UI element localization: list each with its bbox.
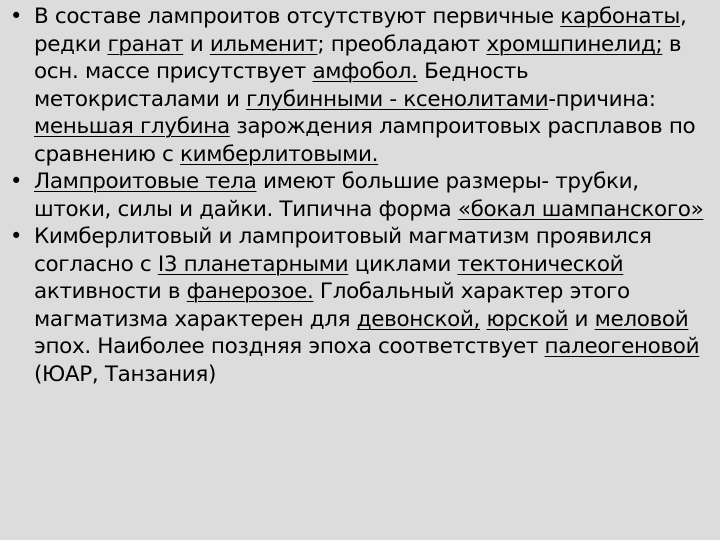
text-segment: Глобальный характер этого магматизма характерен для [34, 279, 630, 332]
text-segment: активности в [34, 279, 187, 304]
underlined-term: хромшпинелид; [486, 31, 663, 57]
bullet-list [10, 3, 712, 388]
text-segment: и [183, 31, 210, 57]
underlined-term: «бокал шампанского» [457, 196, 704, 222]
text-segment: -причина: [548, 86, 656, 112]
text-segment: ; преобладают [317, 31, 487, 57]
text-segment: Бедность метокристалами и [34, 59, 529, 112]
text-segment: , редки [34, 4, 687, 57]
underlined-term: амфобол. [312, 59, 418, 84]
bullet-item-2 [10, 168, 712, 223]
bullet-item-1 [10, 3, 712, 168]
underlined-term: палеогеновой [544, 334, 700, 359]
text-segment: В составе лампроитов отсутствуют первичные [34, 4, 561, 29]
underlined-term: кимберлитовыми. [180, 141, 379, 167]
underlined-term: меньшая глубина [34, 114, 230, 139]
bullet-dot-icon: • [10, 169, 23, 193]
underlined-term: девонской, [356, 306, 480, 332]
text-segment: и [568, 306, 595, 332]
underlined-term: меловой [594, 306, 689, 332]
text-segment: имеют большие размеры- трубки, штоки, силы и дайки. Типична форма [34, 169, 639, 222]
text-segment: (ЮАР, Танзания) [34, 361, 217, 387]
bullet-dot-icon: • [10, 4, 23, 28]
bullet-item-3 [10, 223, 712, 388]
underlined-term: глубинными - ксенолитами [246, 86, 549, 112]
text-segment: эпох. Наиболее поздняя эпоха соответствует [34, 334, 545, 359]
text-segment: циклами [348, 251, 458, 277]
underlined-term: ильменит [209, 31, 318, 57]
underlined-term: тектонической [457, 251, 624, 277]
text-segment: зарождения лампроитовых расплавов по сравнению с [34, 114, 696, 167]
underlined-term: гранат [107, 31, 184, 57]
text-segment: Кимберлитовый и лампроитовый магматизм проявился согласно с [34, 224, 652, 277]
underlined-term: Лампроитовые тела [34, 169, 257, 194]
underlined-term: фанерозое. [186, 279, 314, 304]
underlined-term: карбонаты [560, 4, 681, 29]
underlined-term: I3 планетарными [157, 251, 349, 277]
bullet-dot-icon: • [10, 224, 23, 248]
underlined-term: юрской [486, 306, 569, 332]
text-segment: в осн. массе присутствует [34, 31, 682, 84]
